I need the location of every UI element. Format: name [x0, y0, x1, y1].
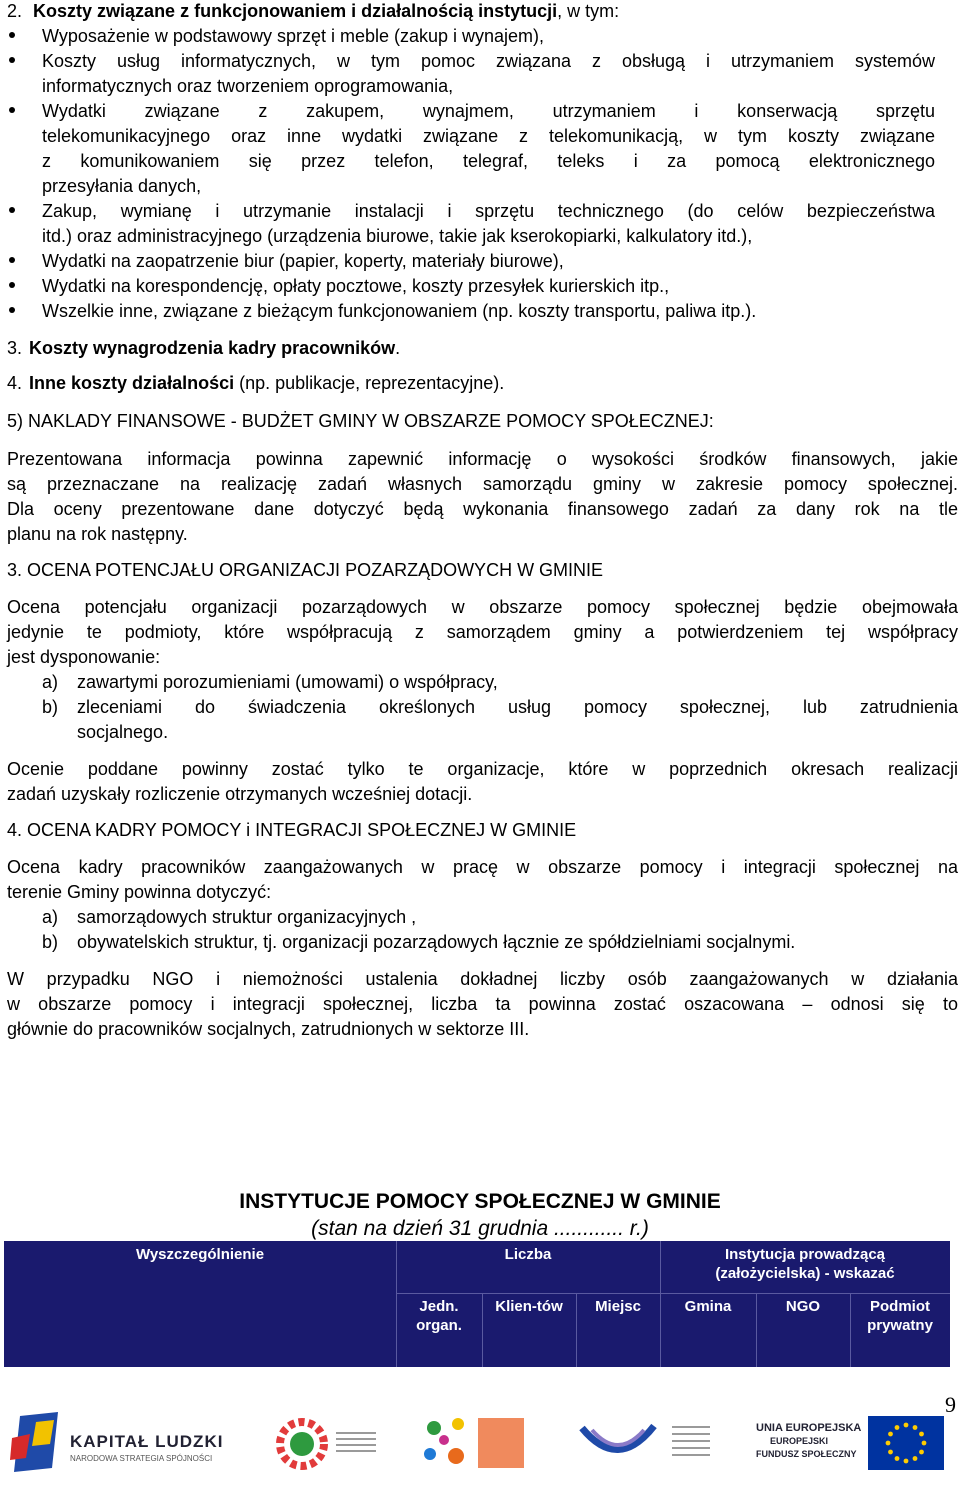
staff-para2-line-3: głównie do pracowników socjalnych, zatrudnionych w sektorze III. — [7, 1019, 530, 1039]
list-label-b: b) — [42, 932, 59, 952]
staff-para2-line-1: W przypadku NGO i niemożności ustalenia dokładnej liczby osób zaangażowanych w działania — [7, 969, 958, 989]
kapital-ludzki-emblem-icon — [8, 1408, 64, 1478]
eu-flag-icon — [868, 1416, 944, 1470]
section2-bullet-3-line-3: z komunikowaniem się przez telefon, telegraf, teleks i za pomocą elektronicznego — [42, 151, 935, 171]
swoosh-emblem-icon — [578, 1420, 658, 1468]
section4-title: Inne koszty działalności — [29, 373, 235, 393]
col-header-podmiot-line-1: Podmiot — [870, 1298, 930, 1315]
table-subtitle: (stan na dzień 31 grudnia ............ r.) — [311, 1217, 649, 1240]
partner-logo-c — [272, 1414, 382, 1474]
network-badge-icon — [478, 1418, 524, 1468]
ngo-potential-item-b-line-2: socjalnego. — [77, 722, 169, 742]
section2-bullet-2-line-2: informatycznych oraz tworzeniem oprogramowania, — [42, 76, 454, 96]
bullet-icon — [9, 107, 15, 113]
partner-logo-network — [420, 1414, 530, 1474]
eu-stars-icon — [868, 1416, 944, 1470]
list-label-b: b) — [42, 697, 59, 717]
section2-bullet-6: Wydatki na korespondencję, opłaty pocztowe, koszty przesyłek kurierskich itp., — [42, 276, 670, 296]
col-header-miejsc: Miejsc — [595, 1298, 641, 1315]
section2-bullet-4-line-1: Zakup, wymianę i utrzymanie instalacji i sprzętu technicznego (do celów bezpieczeństwa — [42, 201, 935, 221]
staff-para-line-2: terenie Gminy powinna dotyczyć: — [7, 882, 272, 902]
section4-number: 4. — [7, 373, 23, 393]
ngo-potential-item-a: zawartymi porozumieniami (umowami) o współpracy, — [77, 672, 498, 692]
section2-bullet-2-line-1: Koszty usług informatycznych, w tym pomoc związana z obsługą i utrzymaniem systemów — [42, 51, 935, 71]
ngo-potential-item-b-line-1: zleceniami do świadczenia określonych usług pomocy społecznej, lub zatrudnienia — [77, 697, 958, 717]
section2-suffix: , w tym: — [557, 1, 620, 21]
network-emblem-icon — [420, 1414, 474, 1470]
bullet-icon — [9, 32, 15, 38]
staff-para2-line-2: w obszarze pomocy i integracji społecznej, liczba ta powinna zostać oszacowana – odnosi się to — [7, 994, 958, 1014]
bullet-icon — [9, 282, 15, 288]
section2-bullet-3-line-1: Wydatki związane z zakupem, wynajmem, utrzymaniem i konserwacją sprzętu — [42, 101, 935, 121]
section2-bullet-7: Wszelkie inne, związane z bieżącym funkcjonowaniem (np. koszty transportu, paliwa itp.). — [42, 301, 757, 321]
partner-logo-swoosh-caption — [672, 1426, 710, 1460]
kapital-ludzki-title: KAPITAŁ LUDZKI — [70, 1432, 224, 1451]
ngo-potential-line-2: jedynie te podmioty, które współpracują z samorządem gminy a potwierdzeniem tej współpracy — [7, 622, 958, 642]
section2-bullet-4-line-2: itd.) oraz administracyjnego (urządzenia biurowe, takie jak kserokopiarki, kalkulatory itd.), — [42, 226, 753, 246]
section2-number: 2. — [7, 1, 23, 21]
section5-paragraph-line-3: Dla oceny prezentowane dane dotyczyć będą wykonania finansowego zadań za dany rok na tle — [7, 499, 958, 519]
section5-heading: 5) NAKLADY FINANSOWE - BUDŻET GMINY W OBSZARZE POMOCY SPOŁECZNEJ: — [7, 411, 714, 431]
eu-efs-line-3: FUNDUSZ SPOŁECZNY — [756, 1449, 857, 1459]
list-label-a: a) — [42, 672, 59, 692]
partner-logo-swoosh — [578, 1414, 718, 1474]
staff-item-a: samorządowych struktur organizacyjnych , — [77, 907, 417, 927]
ngo-potential-para2-line-2: zadań uzyskały rozliczenie otrzymanych wcześniej dotacji. — [7, 784, 473, 804]
section3-suffix: . — [395, 338, 401, 358]
section2-bullet-1: Wyposażenie w podstawowy sprzęt i meble (zakup i wynajem), — [42, 26, 545, 46]
table-title: INSTYTUCJE POMOCY SPOŁECZNEJ W GMINIE — [239, 1190, 721, 1213]
staff-para-line-1: Ocena kadry pracowników zaangażowanych w pracę w obszarze pomocy i integracji społecznej na — [7, 857, 958, 877]
col-header-instytucja-line-2: (założycielska) - wskazać — [715, 1265, 895, 1282]
page-number: 9 — [945, 1392, 956, 1417]
section5-paragraph-line-2: są przeznaczane na realizację zadań własnych samorządu gminy w zakresie pomocy społecznej. — [7, 474, 958, 494]
col-header-jedn-line-2: organ. — [416, 1317, 462, 1334]
section5-paragraph-line-1: Prezentowana informacja powinna zapewnić informację o wysokości środków finansowych, jakie — [7, 449, 958, 469]
section3-number: 3. — [7, 338, 23, 358]
staff-heading: 4. OCENA KADRY POMOCY i INTEGRACJI SPOŁECZNEJ W GMINIE — [7, 820, 577, 840]
col-header-wyszczegolnienie: Wyszczególnienie — [135, 1246, 265, 1263]
section4-heading — [7, 372, 504, 394]
institutions-table — [4, 1241, 950, 1367]
section4-suffix: (np. publikacje, reprezentacyjne). — [234, 373, 505, 393]
eu-label: UNIA EUROPEJSKA — [756, 1422, 862, 1434]
ngo-potential-line-1: Ocena potencjału organizacji pozarządowych w obszarze pomocy społecznej będzie obejmowała — [7, 597, 958, 617]
section2-heading — [7, 0, 619, 22]
bullet-icon — [9, 257, 15, 263]
ngo-potential-para2-line-1: Ocenie poddane powinny zostać tylko te organizacje, które w poprzednich okresach realizacji — [7, 759, 958, 779]
bullet-icon — [9, 307, 15, 313]
section2-bullet-3-line-4: przesyłania danych, — [42, 176, 202, 196]
section3-title: Koszty wynagrodzenia kadry pracowników — [29, 338, 396, 358]
col-header-instytucja-line-1: Instytucja prowadzącą — [724, 1246, 886, 1263]
ngo-potential-heading: 3. OCENA POTENCJAŁU ORGANIZACJI POZARZĄDOWYCH W GMINIE — [7, 560, 604, 580]
c-ring-emblem-icon — [272, 1414, 332, 1474]
staff-item-b: obywatelskich struktur, tj. organizacji pozarządowych łącznie ze spółdzielniami socjalnymi. — [77, 932, 796, 952]
section2-title: Koszty związane z funkcjonowaniem i działalnością instytucji — [33, 1, 558, 21]
col-header-liczba: Liczba — [504, 1246, 552, 1263]
section2-bullet-3-line-2: telekomunikacyjnego oraz inne wydatki związane z telekomunikacją, w tym koszty związane — [42, 126, 935, 146]
section3-heading — [7, 337, 400, 359]
bullet-icon — [9, 57, 15, 63]
kapital-ludzki-logo — [8, 1408, 228, 1478]
ngo-potential-line-3: jest dysponowanie: — [7, 647, 161, 667]
partner-logo-c-caption — [336, 1432, 376, 1456]
list-label-a: a) — [42, 907, 59, 927]
kapital-ludzki-subtitle: NARODOWA STRATEGIA SPÓJNOŚCI — [70, 1454, 213, 1463]
col-header-klientow: Klien-tów — [495, 1298, 563, 1315]
col-header-jedn-line-1: Jedn. — [419, 1298, 459, 1315]
col-header-gmina: Gmina — [684, 1298, 732, 1315]
eu-efs-line-2: EUROPEJSKI — [770, 1436, 829, 1446]
col-header-ngo: NGO — [785, 1298, 821, 1315]
table-divider — [396, 1293, 950, 1294]
eu-efs-logo — [756, 1412, 952, 1478]
section2-bullet-5: Wydatki na zaopatrzenie biur (papier, koperty, materiały biurowe), — [42, 251, 564, 271]
bullet-icon — [9, 207, 15, 213]
col-header-podmiot-line-2: prywatny — [867, 1317, 933, 1334]
section5-paragraph-line-4: planu na rok następny. — [7, 524, 188, 544]
